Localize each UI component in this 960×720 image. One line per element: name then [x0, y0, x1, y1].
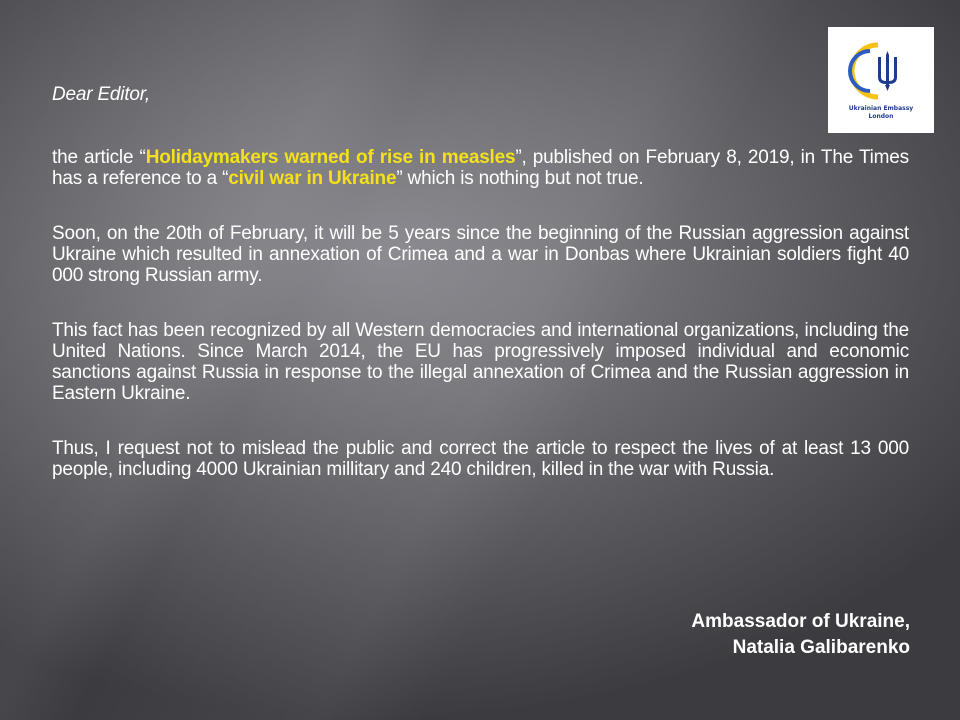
- p1-text-a: the article “: [52, 147, 146, 168]
- paragraph-4: Thus, I request not to mislead the public and correct the article to respect the lives of at least 13 000 people, including 4000 Ukrainian millitary and 240 children, killed in the war with Russia.: [52, 438, 909, 480]
- signature-name: Natalia Galibarenko: [732, 637, 910, 658]
- civil-war-highlight: civil war in Ukraine: [228, 168, 397, 189]
- greeting: Dear Editor,: [52, 84, 150, 105]
- logo-line-2: London: [868, 113, 894, 120]
- p1-text-c: ”, published on February 8, 2019, in The Times has a reference to a “: [52, 147, 909, 189]
- signature: [691, 609, 910, 661]
- p1-text-e: ” which is nothing but not true.: [396, 168, 644, 189]
- article-title-highlight: Holidaymakers warned of rise in measles: [145, 147, 516, 168]
- logo-line-1: Ukrainian Embassy: [848, 105, 914, 112]
- paragraph-2: Soon, on the 20th of February, it will be 5 years since the beginning of the Russian aggression against Ukraine which resulted in annexation of Crimea and a war in Donbas where Ukrainian soldiers fight 40 000 strong Russian army.: [52, 223, 909, 286]
- paragraph-3: This fact has been recognized by all Western democracies and international organizations, including the United Nations. Since March 2014, the EU has progressively imposed individual and economic sanctions against Russia in response to the illegal annexation of Crimea and the Russian aggression in Eastern Ukraine.: [52, 320, 909, 404]
- signature-title: Ambassador of Ukraine,: [691, 611, 910, 632]
- letter-body: [52, 84, 909, 514]
- paragraph-1: [52, 147, 909, 189]
